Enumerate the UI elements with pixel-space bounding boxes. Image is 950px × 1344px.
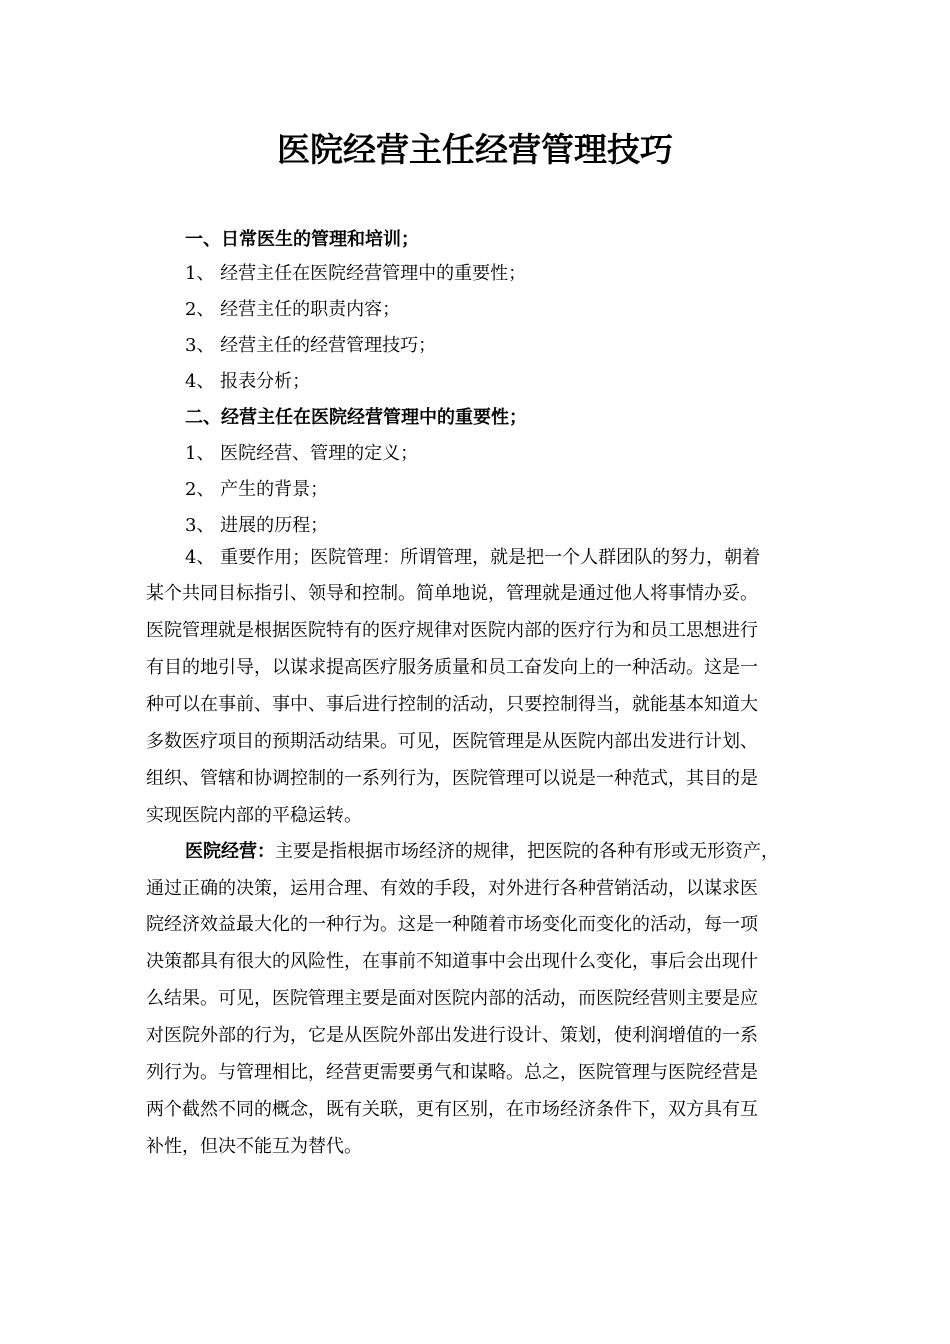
para2-line-2: 通过正确的决策，运用合理、有效的手段，对外进行各种营销活动，以谋求医 — [146, 878, 758, 899]
para2-line-6: 对医院外部的行为，它是从医院外部出发进行设计、策划，使利润增值的一系 — [146, 1025, 758, 1046]
para2-line-5: 么结果。可见，医院管理主要是面对医院内部的活动，而医院经营则主要是应 — [146, 988, 758, 1009]
para1-line-4: 有目的地引导，以谋求提高医疗服务质量和员工奋发向上的一种活动。这是一 — [146, 657, 758, 678]
section1-item-1: 1、 经营主任在医院经营管理中的重要性； — [185, 263, 527, 284]
para2-line-7: 列行为。与管理相比，经营更需要勇气和谋略。总之，医院管理与医院经营是 — [146, 1062, 758, 1083]
section1-item-4: 4、 报表分析； — [185, 371, 311, 392]
para2-line-1 — [185, 840, 779, 864]
para2-line-4: 决策都具有很大的风险性，在事前不知道事中会出现什么变化，事后会出现什 — [146, 951, 758, 972]
para2-line-8: 两个截然不同的概念，既有关联，更有区别，在市场经济条件下，双方具有互 — [146, 1099, 758, 1120]
section2-heading: 二、经营主任在医院经营管理中的重要性； — [185, 407, 527, 428]
section1-heading: 一、日常医生的管理和培训； — [185, 229, 419, 250]
para1-line-2: 某个共同目标指引、领导和控制。简单地说，管理就是通过他人将事情办妥。 — [146, 583, 758, 604]
para1-line-3: 医院管理就是根据医院特有的医疗规律对医院内部的医疗行为和员工思想进行 — [146, 620, 758, 641]
section2-item-1: 1、 医院经营、管理的定义； — [185, 443, 419, 464]
para1-line-1: 4、 重要作用；医院管理：所谓管理，就是把一个人群团队的努力，朝着 — [185, 547, 761, 568]
para1-line-8: 实现医院内部的平稳运转。 — [146, 805, 362, 826]
para1-line-5: 种可以在事前、事中、事后进行控制的活动，只要控制得当，就能基本知道大 — [146, 694, 758, 715]
para2-line-9: 补性，但决不能互为替代。 — [146, 1136, 362, 1157]
para2-line-3: 院经济效益最大化的一种行为。这是一种随着市场变化而变化的活动，每一项 — [146, 914, 758, 935]
para1-line-7: 组织、管辖和协调控制的一系列行为，医院管理可以说是一种范式，其目的是 — [146, 768, 758, 789]
para2-lead-text: 主要是指根据市场经济的规律，把医院的各种有形或无形资产， — [275, 841, 779, 862]
page-title: 医院经营主任经营管理技巧 — [277, 130, 673, 169]
para1-line-6: 多数医疗项目的预期活动结果。可见，医院管理是从医院内部出发进行计划、 — [146, 731, 758, 752]
section1-item-2: 2、 经营主任的职责内容； — [185, 299, 401, 320]
para2-lead-term: 医院经营： — [185, 841, 275, 862]
section2-item-2: 2、 产生的背景； — [185, 479, 329, 500]
section1-item-3: 3、 经营主任的经营管理技巧； — [185, 335, 437, 356]
section2-item-3: 3、 进展的历程； — [185, 515, 329, 536]
